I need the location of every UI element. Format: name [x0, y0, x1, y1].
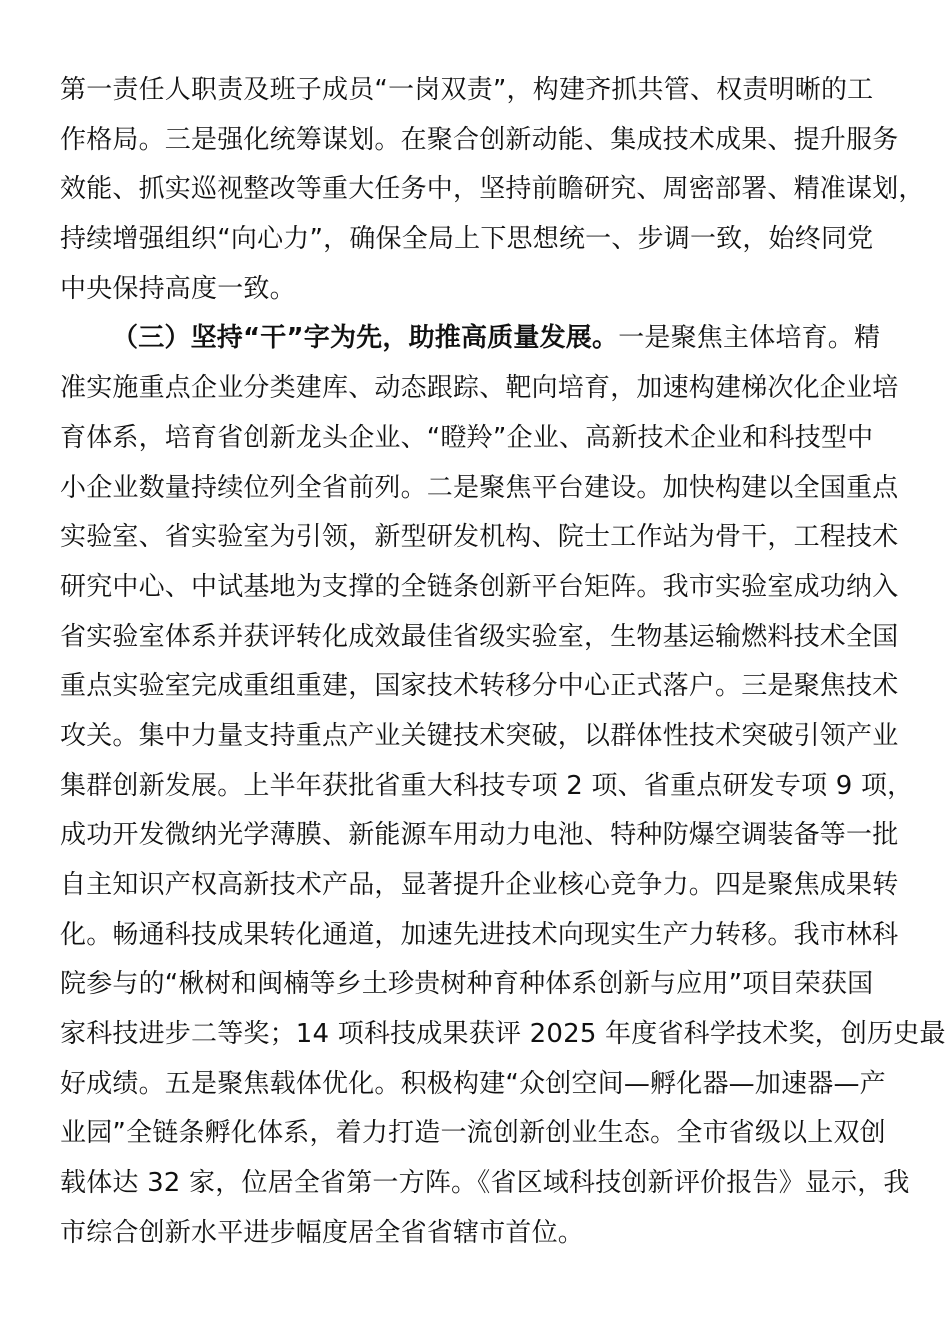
section-heading: （三）坚持“干”字为先，助推高质量发展。 [112, 323, 619, 354]
text-segment: 一是聚焦主体培育。精 [618, 323, 881, 354]
text-line: 准实施重点企业分类建库、动态跟踪、靶向培育，加速构建梯次化企业培 [60, 373, 899, 404]
text-line: 成功开发微纳光学薄膜、新能源车用动力电池、特种防爆空调装备等一批 [60, 820, 899, 851]
text-line: 化。畅通科技成果转化通道，加速先进技术向现实生产力转移。我市林科 [60, 919, 899, 950]
text-line: 攻关。集中力量支持重点产业关键技术突破，以群体性技术突破引领产业 [60, 720, 899, 751]
paragraph-work-pattern [60, 66, 925, 314]
text-line: 省实验室体系并获评转化成效最佳省级实验室，生物基运输燃料技术全国 [60, 621, 899, 652]
text-line: 育体系，培育省创新龙头企业、“瞪羚”企业、高新技术企业和科技型中 [60, 422, 874, 453]
text-line: 业园”全链条孵化体系，着力打造一流创新创业生态。全市省级以上双创 [60, 1118, 886, 1149]
text-line: 市综合创新水平进步幅度居全省省辖市首位。 [60, 1217, 585, 1248]
text-line: 院参与的“楸树和闽楠等乡土珍贵树种育种体系创新与应用”项目荣获国 [60, 969, 874, 1000]
text-line: 实验室、省实验室为引领，新型研发机构、院士工作站为骨干，工程技术 [60, 522, 899, 553]
text-line: 自主知识产权高新技术产品，显著提升企业核心竞争力。四是聚焦成果转 [60, 870, 899, 900]
text-line: 小企业数量持续位列全省前列。二是聚焦平台建设。加快构建以全国重点 [60, 472, 899, 503]
text-line: 中央保持高度一致。 [60, 273, 296, 304]
text-line: 好成绩。五是聚焦载体优化。积极构建“众创空间—孵化器—加速器—产 [60, 1068, 886, 1099]
text-line: 载体达 32 家，位居全省第一方阵。《省区域科技创新评价报告》显示，我 [60, 1168, 910, 1199]
document-body [60, 66, 946, 1259]
text-line: 集群创新发展。上半年获批省重大科技专项 2 项、省重点研发专项 9 项， [60, 770, 914, 801]
text-line: 研究中心、中试基地为支撑的全链条创新平台矩阵。我市实验室成功纳入 [60, 571, 899, 602]
paragraph-high-quality-development [60, 314, 946, 1258]
text-line: 效能、抓实巡视整改等重大任务中，坚持前瞻研究、周密部署、精准谋划， [60, 174, 925, 205]
text-line: 作格局。三是强化统筹谋划。在聚合创新动能、集成技术成果、提升服务 [60, 124, 899, 155]
section-first-line [60, 314, 900, 364]
text-line: 第一责任人职责及班子成员“一岗双责”，构建齐抓共管、权责明晰的工 [60, 75, 874, 105]
text-line: 重点实验室完成重组重建，国家技术转移分中心正式落户。三是聚焦技术 [60, 671, 899, 702]
text-line: 持续增强组织“向心力”，确保全局上下思想统一、步调一致，始终同党 [60, 224, 874, 255]
text-line: 家科技进步二等奖；14 项科技成果获评 2025 年度省科学技术奖，创历史最 [60, 1019, 946, 1050]
